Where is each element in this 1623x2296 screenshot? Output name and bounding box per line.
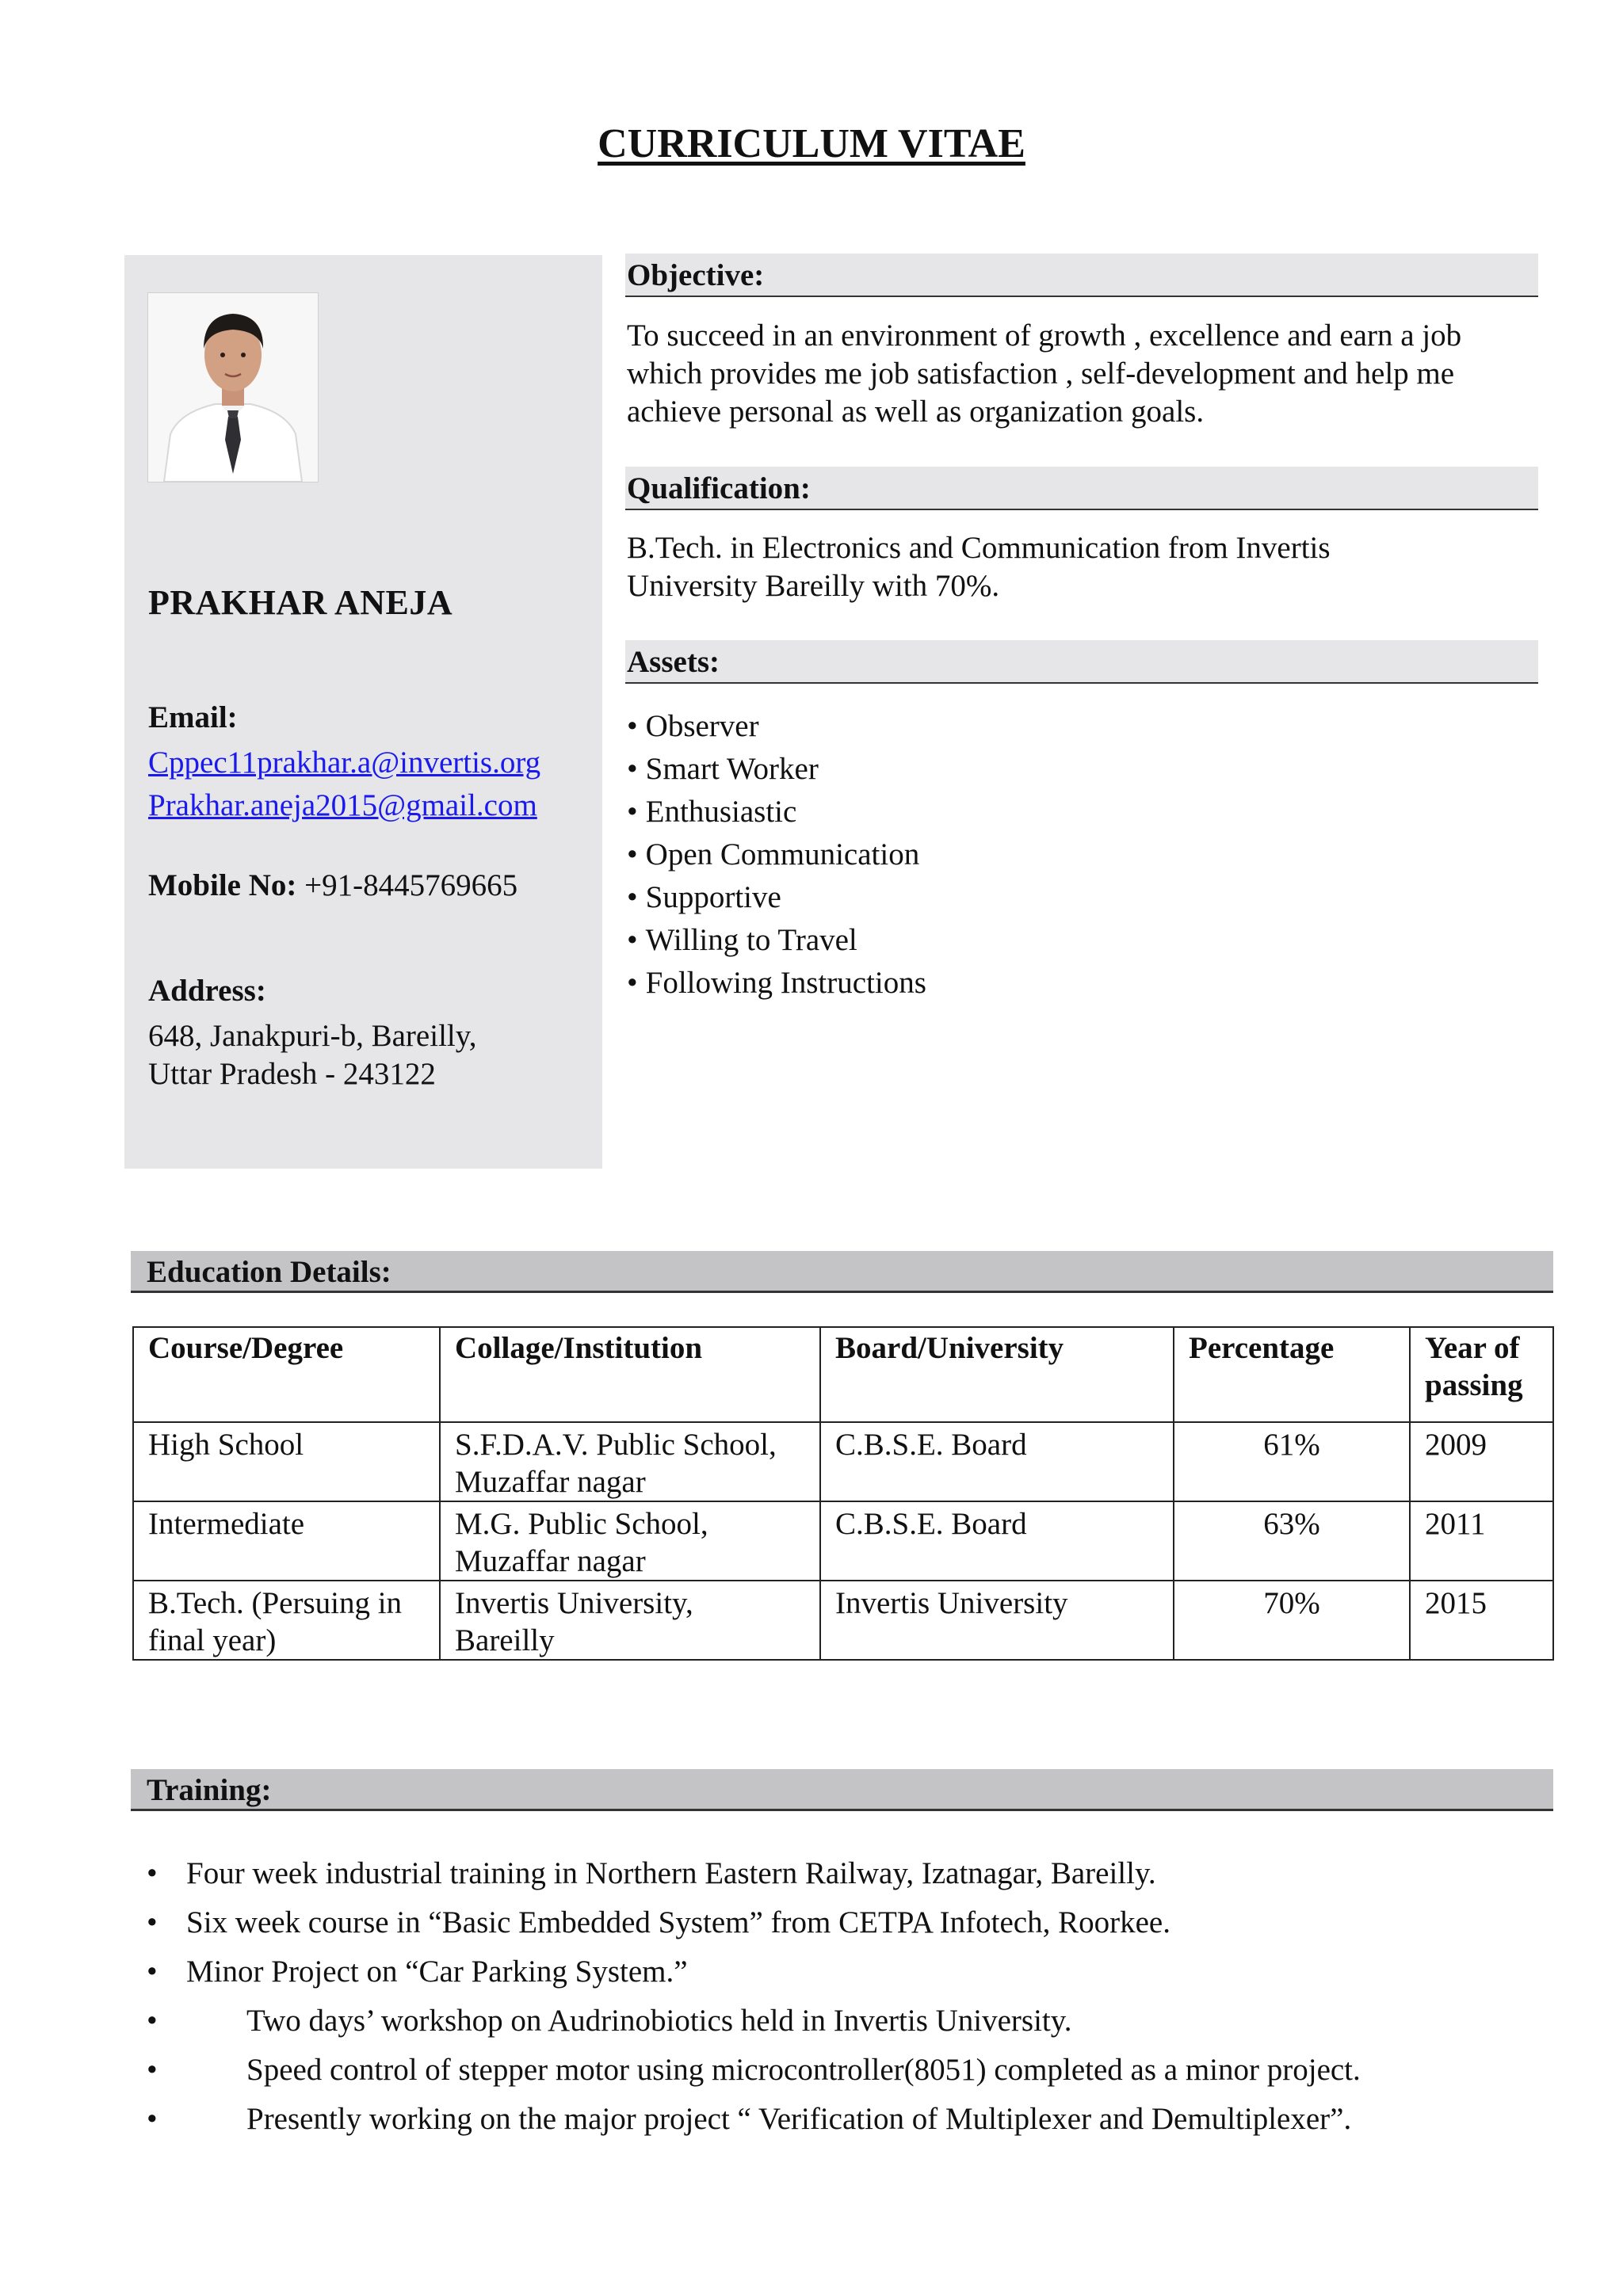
table-row [133, 1501, 1553, 1581]
column-header: Collage/Institution [440, 1327, 820, 1422]
institution-line: Bareilly [455, 1623, 555, 1657]
address-label: Address: [148, 974, 266, 1008]
list-item: • Observer [627, 705, 926, 748]
objective-heading: Objective: [625, 254, 1538, 297]
list-item: • Open Communication [627, 833, 926, 876]
person-portrait-icon [148, 293, 318, 482]
training-text: Two days’ workshop on Audrinobiotics held in Invertis University. [246, 2004, 1072, 2038]
qualification-line: B.Tech. in Electronics and Communication from Invertis [627, 531, 1331, 565]
candidate-name: PRAKHAR ANEJA [148, 583, 453, 622]
list-item: • Smart Worker [627, 748, 926, 791]
education-heading: Education Details: [131, 1251, 1553, 1293]
bullet-icon: • [147, 1905, 158, 1939]
percentage-cell: 70% [1174, 1581, 1410, 1660]
institution-line: Muzaffar nagar [455, 1544, 646, 1578]
training-heading: Training: [131, 1769, 1553, 1811]
bullet-icon: • [147, 1856, 158, 1890]
qualification-text [627, 529, 1514, 605]
institution-cell [440, 1422, 820, 1501]
address-line-2: Uttar Pradesh - 243122 [148, 1057, 436, 1091]
objective-text [627, 317, 1514, 431]
profile-photo [148, 293, 318, 482]
board-cell: C.B.S.E. Board [820, 1501, 1174, 1581]
training-text: Four week industrial training in Northern Eastern Railway, Izatnagar, Bareilly. [186, 1856, 1156, 1890]
table-header-row [133, 1327, 1553, 1422]
list-item: • Enthusiastic [627, 791, 926, 833]
objective-line: achieve personal as well as organization goals. [627, 395, 1205, 429]
course-cell: Intermediate [133, 1501, 440, 1581]
list-item: • Willing to Travel [627, 919, 926, 962]
institution-line: Invertis University, [455, 1586, 693, 1620]
training-text: Presently working on the major project “ Verification of Multiplexer and Demultiplexer”. [246, 2102, 1352, 2136]
assets-list [627, 705, 926, 1005]
email-link-1[interactable]: Cppec11prakhar.a@invertis.org [148, 746, 541, 780]
list-item: • Supportive [627, 876, 926, 919]
assets-heading: Assets: [625, 640, 1538, 684]
year-cell: 2009 [1410, 1422, 1553, 1501]
institution-line: S.F.D.A.V. Public School, [455, 1428, 777, 1462]
institution-line: Muzaffar nagar [455, 1465, 646, 1499]
mobile-label: Mobile No: [148, 868, 297, 902]
board-cell: Invertis University [820, 1581, 1174, 1660]
course-cell: B.Tech. (Persuing in final year) [133, 1581, 440, 1660]
training-text: Minor Project on “Car Parking System.” [186, 1955, 688, 1989]
document-title: CURRICULUM VITAE [598, 121, 1025, 166]
email-link-2[interactable]: Prakhar.aneja2015@gmail.com [148, 788, 537, 822]
qualification-heading: Qualification: [625, 467, 1538, 510]
year-cell: 2015 [1410, 1581, 1553, 1660]
percentage-cell: 61% [1174, 1422, 1410, 1501]
course-cell: High School [133, 1422, 440, 1501]
bullet-icon: • [147, 2004, 158, 2038]
email-label: Email: [148, 700, 238, 734]
year-cell: 2011 [1410, 1501, 1553, 1581]
table-row [133, 1422, 1553, 1501]
table-row [133, 1581, 1553, 1660]
education-table [132, 1326, 1554, 1661]
column-header: Course/Degree [133, 1327, 440, 1422]
training-text: Speed control of stepper motor using microcontroller(8051) completed as a minor project. [246, 2053, 1361, 2087]
qualification-line: University Bareilly with 70%. [627, 569, 1000, 603]
board-cell: C.B.S.E. Board [820, 1422, 1174, 1501]
institution-line: M.G. Public School, [455, 1507, 708, 1541]
column-header: Percentage [1174, 1327, 1410, 1422]
bullet-icon: • [147, 2102, 158, 2136]
column-header: Board/University [820, 1327, 1174, 1422]
percentage-cell: 63% [1174, 1501, 1410, 1581]
objective-line: To succeed in an environment of growth , excellence and earn a job [627, 318, 1462, 353]
institution-cell [440, 1501, 820, 1581]
objective-line: which provides me job satisfaction , self-development and help me [627, 357, 1455, 391]
mobile-row [148, 867, 517, 905]
list-item: • Following Instructions [627, 962, 926, 1005]
mobile-number: +91-8445769665 [304, 868, 518, 902]
institution-cell [440, 1581, 820, 1660]
bullet-icon: • [147, 1955, 158, 1989]
address-line-1: 648, Janakpuri-b, Bareilly, [148, 1019, 477, 1053]
column-header: Year of passing [1410, 1327, 1553, 1422]
training-text: Six week course in “Basic Embedded System” from CETPA Infotech, Roorkee. [186, 1905, 1170, 1939]
bullet-icon: • [147, 2053, 158, 2087]
